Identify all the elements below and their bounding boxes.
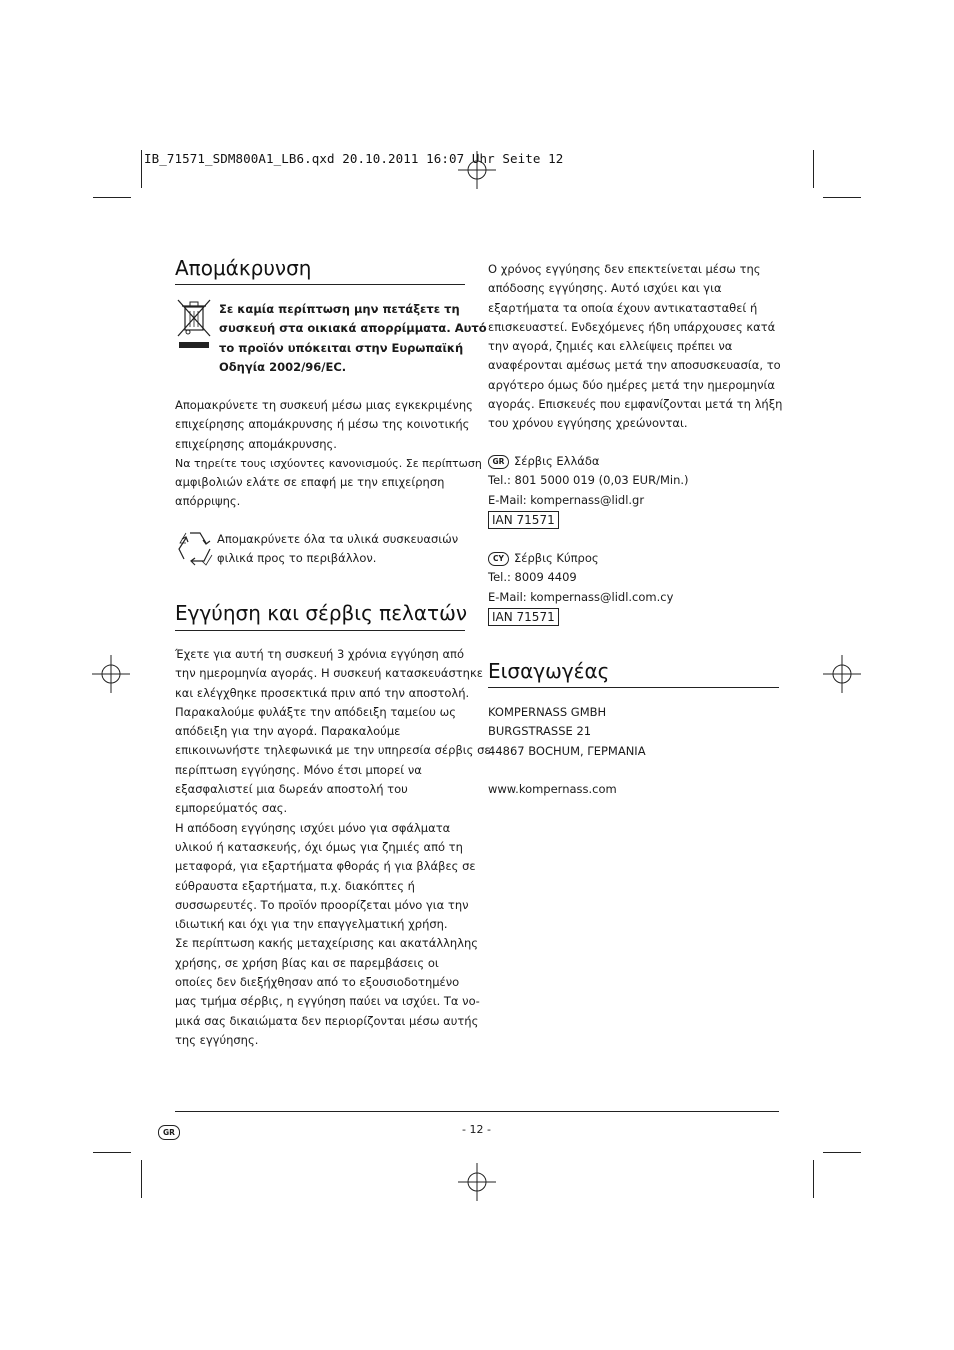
text-line: την ημερομηνία αγοράς. Η συσκευή κατασκευάστηκε xyxy=(175,666,483,681)
heading-rule xyxy=(175,630,465,631)
crop-mark xyxy=(93,1152,131,1153)
warranty-paragraph xyxy=(175,645,491,1050)
ian-box: IAN 71571 xyxy=(488,511,559,529)
warranty-heading: Εγγύηση και σέρβις πελατών xyxy=(175,601,468,625)
footer-language xyxy=(158,1121,185,1140)
text-line: επικοινωνήστε τηλεφωνικά με την υπηρεσία σέρβις σε xyxy=(175,743,491,758)
text-line: αργότερο όμως δύο ημέρες μετά την ημερομηνία xyxy=(488,377,776,392)
text-line: Ο χρόνος εγγύησης δεν επεκτείνεται μέσω της xyxy=(488,262,761,276)
crop-mark xyxy=(823,197,861,198)
country-badge-gr: GR xyxy=(158,1125,180,1140)
weee-notice xyxy=(219,300,487,377)
text-line: και ελέγχθηκε προσεκτικά πριν από την αποστολή. xyxy=(175,685,470,700)
service-cyprus xyxy=(488,549,673,627)
text-line: υλικού ή κατασκευής, όχι όμως για ζημιές από τη xyxy=(175,839,463,854)
registration-mark-icon xyxy=(458,1163,496,1201)
country-badge-cy: CY xyxy=(488,552,509,566)
service-greece xyxy=(488,452,689,530)
service-email: E-Mail: kompernass@lidl.gr xyxy=(488,492,645,507)
file-slug: IB_71571_SDM800A1_LB6.qxd 20.10.2011 16:07 Uhr Seite 12 xyxy=(144,151,564,166)
crop-mark xyxy=(93,197,131,198)
text-line: μας τμήμα σέρβις, η εγγύηση παύει να ισχύει. Τα νο- xyxy=(175,994,480,1009)
text-line: Σε περίπτωση κακής μεταχείρισης και ακατάλληλης xyxy=(175,936,479,951)
text-line: απόδειξη για την αγορά. Παρακαλούμε xyxy=(175,724,401,739)
recycle-notice xyxy=(217,530,458,569)
service-phone: Tel.: 8009 4409 xyxy=(488,570,577,585)
importer-website: www.kompernass.com xyxy=(488,782,617,796)
importer-heading: Εισαγωγέας xyxy=(488,659,610,683)
text-line: εξαρτήματα τα οποία έχουν αντικατασταθεί ή xyxy=(488,300,758,315)
text-line: φιλικά προς το περιβάλλον. xyxy=(217,551,377,566)
text-line: χρήσης, σε χρήση βίας και σε παρεμβάσεις οι xyxy=(175,955,439,970)
service-title xyxy=(488,452,689,471)
text-line: αμφιβολιών ελάτε σε επαφή με την επιχείρηση xyxy=(175,475,445,490)
registration-mark-icon xyxy=(92,655,130,693)
text-line: μεταφορά, για εξαρτήματα φθοράς ή για βλάβες σε xyxy=(175,859,476,874)
service-title xyxy=(488,549,673,568)
text-line: επισκευαστεί. Ενδεχόμενες ήδη υπάρχουσες κατά xyxy=(488,319,776,334)
registration-mark-icon xyxy=(823,655,861,693)
importer-street: BURGSTRASSE 21 xyxy=(488,724,592,739)
service-title-text: Σέρβις Κύπρος xyxy=(514,551,599,565)
page-number: - 12 - xyxy=(462,1123,491,1136)
text-line: εμπορεύματός σας. xyxy=(175,801,288,816)
text-line: μικά σας δικαιώματα δεν περιορίζονται μέσω αυτής xyxy=(175,1013,479,1028)
service-phone: Tel.: 801 5000 019 (0,03 EUR/Min.) xyxy=(488,473,689,488)
importer-address xyxy=(488,703,646,761)
country-badge-gr: GR xyxy=(488,455,509,469)
text-line: Απομακρύνετε όλα τα υλικά συσκευασιών xyxy=(217,532,459,546)
text-line: το προϊόν υπόκειται στην Ευρωπαϊκή xyxy=(219,340,464,355)
text-line: Παρακαλούμε φυλάξτε την απόδειξη ταμείου ως xyxy=(175,704,456,719)
heading-rule xyxy=(488,687,779,688)
text-line: Έχετε για αυτή τη συσκευή 3 χρόνια εγγύηση από xyxy=(175,647,465,661)
crop-mark xyxy=(813,1160,814,1198)
heading-rule xyxy=(175,284,465,285)
service-title-text: Σέρβις Ελλάδα xyxy=(514,454,600,468)
text-line: Απομακρύνετε τη συσκευή μέσω μιας εγκεκριμένης xyxy=(175,398,473,412)
text-line: εύθραυστα εξαρτήματα, π.χ. διακόπτες ή xyxy=(175,878,415,893)
footer-rule xyxy=(175,1111,779,1112)
text-line: αναφέρονται αμέσως μετά την αποσυσκευασία, το xyxy=(488,358,781,373)
text-line: την αγορά, ζημιές και ελλείψεις πρέπει να xyxy=(488,339,733,354)
registration-mark-icon xyxy=(458,151,496,189)
disposal-paragraph xyxy=(175,396,482,512)
recycle-icon xyxy=(176,529,214,569)
text-line: αγοράς. Επισκευές που εμφανίζονται μετά τη λήξη xyxy=(488,397,783,412)
ian-box: IAN 71571 xyxy=(488,608,559,626)
text-line: ιδιωτική και όχι για την επαγγελματική χρήση. xyxy=(175,917,448,932)
text-line: εξασφαλιστεί μια δωρεάν αποστολή του xyxy=(175,782,408,797)
disposal-heading: Απομάκρυνση xyxy=(175,256,312,280)
text-line: οποίες δεν διεξήχθησαν από το εξουσιοδοτημένο xyxy=(175,975,460,990)
service-email: E-Mail: kompernass@lidl.com.cy xyxy=(488,589,674,604)
crop-mark xyxy=(813,150,814,188)
crop-mark xyxy=(823,1152,861,1153)
text-line: Σε καμία περίπτωση μην πετάξετε τη xyxy=(219,302,460,316)
text-line: απόρριψης. xyxy=(175,494,241,509)
text-line: Η απόδοση εγγύησης ισχύει μόνο για σφάλματα xyxy=(175,820,451,835)
crossed-out-bin-icon xyxy=(176,298,212,350)
text-line: επιχείρησης απομάκρυνσης ή μέσω της κοινοτικής xyxy=(175,417,470,432)
crop-mark xyxy=(141,150,142,188)
importer-city: 44867 BOCHUM, ΓΕΡΜΑΝΙΑ xyxy=(488,743,646,758)
text-line: απόδοσης εγγύησης. Αυτό ισχύει και για xyxy=(488,281,722,296)
text-line: συσσωρευτές. Το προϊόν προορίζεται μόνο για την xyxy=(175,897,469,912)
crop-mark xyxy=(141,1160,142,1198)
text-line: περίπτωση εγγύησης. Μόνο έτσι μπορεί να xyxy=(175,762,422,777)
text-line: επιχείρησης απομάκρυνσης. xyxy=(175,436,337,451)
importer-company: KOMPERNASS GMBH xyxy=(488,705,607,719)
text-line: Οδηγία 2002/96/EC. xyxy=(219,359,347,374)
text-line: συσκευή στα οικιακά απορρίμματα. Αυτό xyxy=(219,321,487,336)
warranty-continuation xyxy=(488,260,782,434)
text-line: της εγγύησης. xyxy=(175,1032,259,1047)
text-line: του χρόνου εγγύησης χρεώνονται. xyxy=(488,416,688,431)
text-line: Να τηρείτε τους ισχύοντες κανονισμούς. Σε περίπτωση xyxy=(175,456,482,470)
